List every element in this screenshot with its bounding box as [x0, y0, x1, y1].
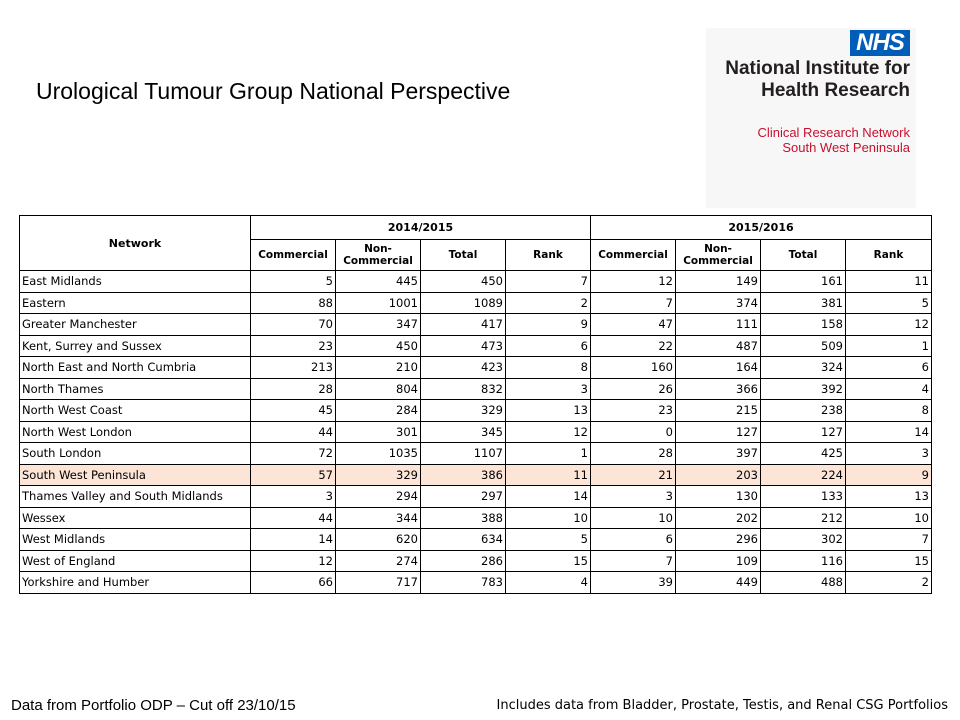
value-cell: 344 — [336, 507, 421, 529]
network-cell: South West Peninsula — [20, 464, 251, 486]
value-cell: 66 — [251, 572, 336, 594]
value-cell: 832 — [421, 378, 506, 400]
value-cell: 215 — [676, 400, 761, 422]
value-cell: 366 — [676, 378, 761, 400]
value-cell: 23 — [591, 400, 676, 422]
table-row — [20, 486, 932, 508]
value-cell: 286 — [421, 550, 506, 572]
value-cell: 381 — [761, 292, 846, 314]
value-cell: 417 — [421, 314, 506, 336]
value-cell: 392 — [761, 378, 846, 400]
column-header: Total — [761, 240, 846, 271]
value-cell: 11 — [846, 271, 932, 293]
value-cell: 487 — [676, 335, 761, 357]
value-cell: 149 — [676, 271, 761, 293]
value-cell: 324 — [761, 357, 846, 379]
value-cell: 72 — [251, 443, 336, 465]
nhs-logo-mark: NHS — [850, 30, 910, 56]
value-cell: 213 — [251, 357, 336, 379]
table-row — [20, 550, 932, 572]
data-source-note: Data from Portfolio ODP – Cut off 23/10/15 — [11, 697, 296, 714]
value-cell: 423 — [421, 357, 506, 379]
value-cell: 7 — [846, 529, 932, 551]
value-cell: 130 — [676, 486, 761, 508]
value-cell: 3 — [251, 486, 336, 508]
value-cell: 3 — [506, 378, 591, 400]
value-cell: 329 — [421, 400, 506, 422]
portfolio-note: Includes data from Bladder, Prostate, Testis, and Renal CSG Portfolios — [496, 698, 948, 713]
value-cell: 445 — [336, 271, 421, 293]
network-cell: East Midlands — [20, 271, 251, 293]
value-cell: 2 — [506, 292, 591, 314]
organisation-name-line2: Health Research — [761, 80, 910, 101]
value-cell: 160 — [591, 357, 676, 379]
value-cell: 47 — [591, 314, 676, 336]
value-cell: 804 — [336, 378, 421, 400]
table-row — [20, 357, 932, 379]
value-cell: 23 — [251, 335, 336, 357]
value-cell: 449 — [676, 572, 761, 594]
value-cell: 127 — [676, 421, 761, 443]
value-cell: 297 — [421, 486, 506, 508]
value-cell: 509 — [761, 335, 846, 357]
value-cell: 5 — [846, 292, 932, 314]
network-cell: North Thames — [20, 378, 251, 400]
value-cell: 425 — [761, 443, 846, 465]
nihr-logo — [706, 28, 916, 208]
value-cell: 296 — [676, 529, 761, 551]
value-cell: 116 — [761, 550, 846, 572]
value-cell: 450 — [421, 271, 506, 293]
value-cell: 44 — [251, 507, 336, 529]
value-cell: 22 — [591, 335, 676, 357]
network-cell: West of England — [20, 550, 251, 572]
value-cell: 10 — [591, 507, 676, 529]
value-cell: 28 — [591, 443, 676, 465]
value-cell: 12 — [591, 271, 676, 293]
value-cell: 6 — [591, 529, 676, 551]
value-cell: 4 — [506, 572, 591, 594]
value-cell: 70 — [251, 314, 336, 336]
table-row — [20, 572, 932, 594]
value-cell: 4 — [846, 378, 932, 400]
value-cell: 133 — [761, 486, 846, 508]
value-cell: 39 — [591, 572, 676, 594]
value-cell: 347 — [336, 314, 421, 336]
table-row — [20, 271, 932, 293]
value-cell: 28 — [251, 378, 336, 400]
value-cell: 8 — [846, 400, 932, 422]
network-name — [758, 125, 910, 155]
column-header: Commercial — [591, 240, 676, 271]
value-cell: 10 — [506, 507, 591, 529]
value-cell: 3 — [846, 443, 932, 465]
value-cell: 26 — [591, 378, 676, 400]
value-cell: 12 — [846, 314, 932, 336]
value-cell: 1001 — [336, 292, 421, 314]
value-cell: 14 — [846, 421, 932, 443]
value-cell: 111 — [676, 314, 761, 336]
value-cell: 9 — [506, 314, 591, 336]
value-cell: 57 — [251, 464, 336, 486]
network-cell: South London — [20, 443, 251, 465]
value-cell: 12 — [251, 550, 336, 572]
value-cell: 109 — [676, 550, 761, 572]
value-cell: 717 — [336, 572, 421, 594]
table-row — [20, 378, 932, 400]
value-cell: 488 — [761, 572, 846, 594]
value-cell: 374 — [676, 292, 761, 314]
value-cell: 386 — [421, 464, 506, 486]
network-cell: Yorkshire and Humber — [20, 572, 251, 594]
column-header: Non-Commercial — [336, 240, 421, 271]
value-cell: 203 — [676, 464, 761, 486]
network-cell: Eastern — [20, 292, 251, 314]
network-cell: Thames Valley and South Midlands — [20, 486, 251, 508]
value-cell: 6 — [846, 357, 932, 379]
value-cell: 473 — [421, 335, 506, 357]
value-cell: 7 — [506, 271, 591, 293]
value-cell: 15 — [506, 550, 591, 572]
value-cell: 238 — [761, 400, 846, 422]
table-row — [20, 314, 932, 336]
organisation-name — [725, 58, 910, 102]
value-cell: 7 — [591, 550, 676, 572]
table-row — [20, 507, 932, 529]
value-cell: 9 — [846, 464, 932, 486]
value-cell: 634 — [421, 529, 506, 551]
value-cell: 158 — [761, 314, 846, 336]
value-cell: 161 — [761, 271, 846, 293]
network-cell: North East and North Cumbria — [20, 357, 251, 379]
value-cell: 6 — [506, 335, 591, 357]
value-cell: 620 — [336, 529, 421, 551]
column-header: Total — [421, 240, 506, 271]
value-cell: 2 — [846, 572, 932, 594]
network-name-line2: South West Peninsula — [782, 140, 910, 155]
column-header: Non-Commercial — [676, 240, 761, 271]
network-table — [19, 215, 932, 594]
value-cell: 5 — [251, 271, 336, 293]
value-cell: 301 — [336, 421, 421, 443]
table-body — [20, 271, 932, 594]
value-cell: 210 — [336, 357, 421, 379]
value-cell: 14 — [506, 486, 591, 508]
network-cell: West Midlands — [20, 529, 251, 551]
value-cell: 8 — [506, 357, 591, 379]
value-cell: 3 — [591, 486, 676, 508]
column-header: Commercial — [251, 240, 336, 271]
table-row — [20, 464, 932, 486]
value-cell: 11 — [506, 464, 591, 486]
value-cell: 212 — [761, 507, 846, 529]
value-cell: 450 — [336, 335, 421, 357]
value-cell: 127 — [761, 421, 846, 443]
period-header: 2014/2015 — [251, 216, 591, 240]
value-cell: 1107 — [421, 443, 506, 465]
value-cell: 329 — [336, 464, 421, 486]
organisation-name-line1: National Institute for — [725, 58, 910, 79]
network-name-line1: Clinical Research Network — [757, 125, 910, 140]
network-cell: Greater Manchester — [20, 314, 251, 336]
value-cell: 397 — [676, 443, 761, 465]
value-cell: 345 — [421, 421, 506, 443]
value-cell: 5 — [506, 529, 591, 551]
value-cell: 13 — [846, 486, 932, 508]
table-row — [20, 421, 932, 443]
value-cell: 13 — [506, 400, 591, 422]
network-cell: Wessex — [20, 507, 251, 529]
value-cell: 164 — [676, 357, 761, 379]
network-cell: Kent, Surrey and Sussex — [20, 335, 251, 357]
table-row — [20, 529, 932, 551]
table-row — [20, 400, 932, 422]
page-title: Urological Tumour Group National Perspective — [36, 78, 511, 104]
value-cell: 302 — [761, 529, 846, 551]
value-cell: 284 — [336, 400, 421, 422]
period-header: 2015/2016 — [591, 216, 932, 240]
value-cell: 1 — [506, 443, 591, 465]
network-header: Network — [20, 216, 251, 271]
table-row — [20, 335, 932, 357]
value-cell: 1035 — [336, 443, 421, 465]
value-cell: 10 — [846, 507, 932, 529]
value-cell: 21 — [591, 464, 676, 486]
value-cell: 294 — [336, 486, 421, 508]
value-cell: 783 — [421, 572, 506, 594]
value-cell: 44 — [251, 421, 336, 443]
table-row — [20, 443, 932, 465]
network-cell: North West London — [20, 421, 251, 443]
column-header: Rank — [846, 240, 932, 271]
value-cell: 12 — [506, 421, 591, 443]
value-cell: 45 — [251, 400, 336, 422]
value-cell: 88 — [251, 292, 336, 314]
network-cell: North West Coast — [20, 400, 251, 422]
value-cell: 0 — [591, 421, 676, 443]
value-cell: 202 — [676, 507, 761, 529]
value-cell: 1 — [846, 335, 932, 357]
value-cell: 1089 — [421, 292, 506, 314]
table-row — [20, 292, 932, 314]
value-cell: 15 — [846, 550, 932, 572]
column-header: Rank — [506, 240, 591, 271]
value-cell: 14 — [251, 529, 336, 551]
value-cell: 7 — [591, 292, 676, 314]
value-cell: 388 — [421, 507, 506, 529]
value-cell: 224 — [761, 464, 846, 486]
value-cell: 274 — [336, 550, 421, 572]
